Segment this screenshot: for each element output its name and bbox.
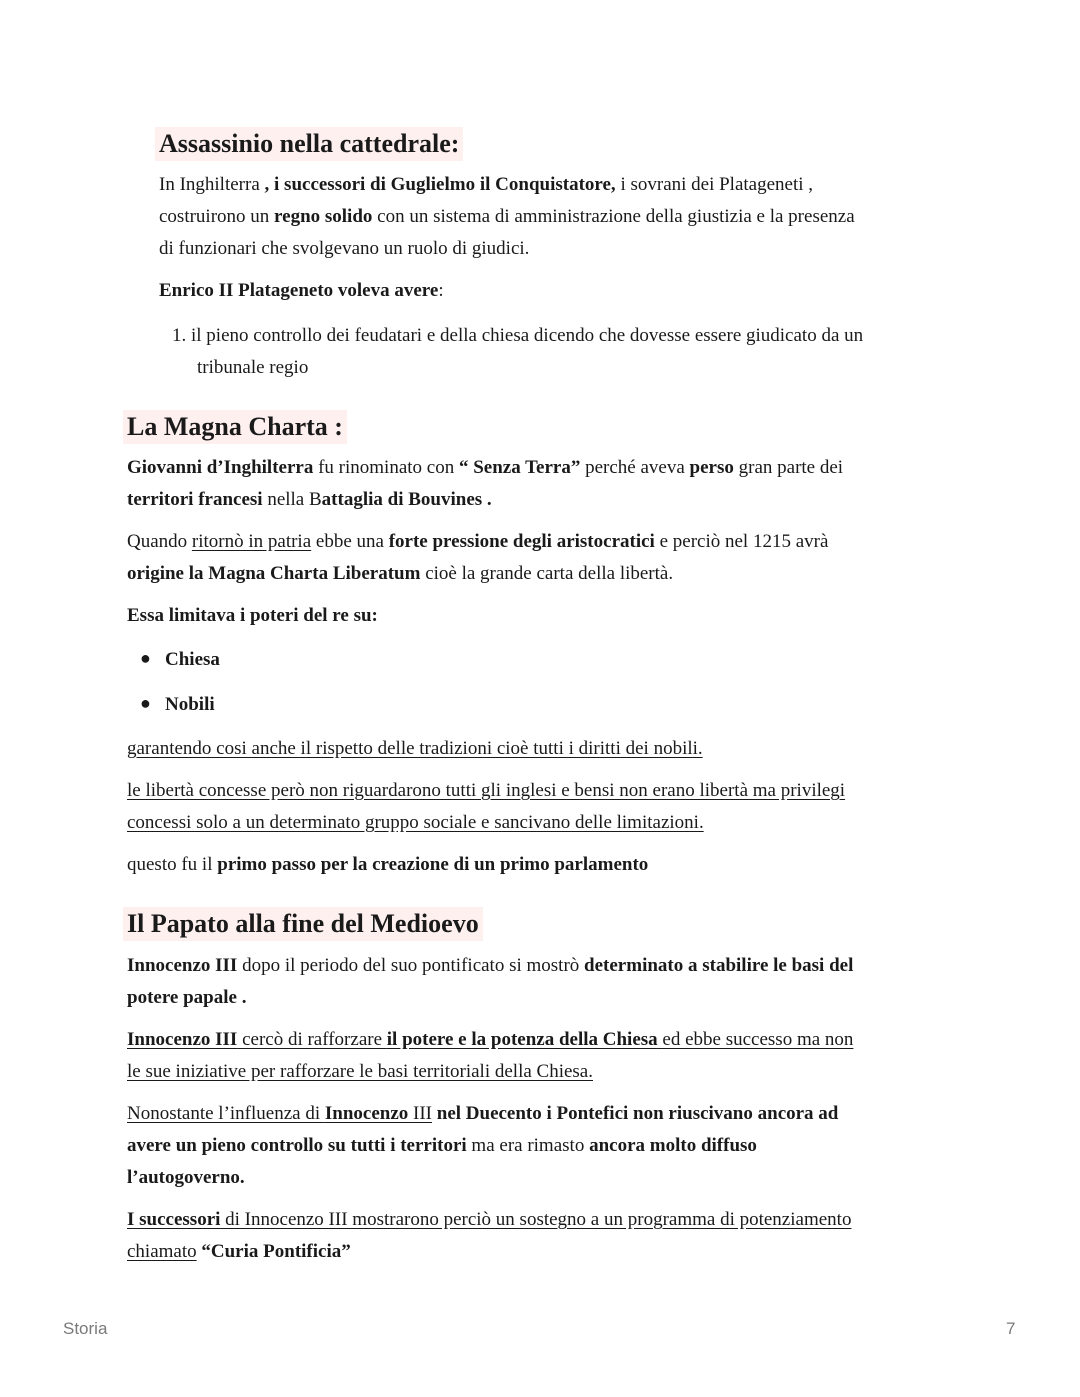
paragraph-ritorno: Quando ritornò in patria ebbe una forte pressione degli aristocratici e perciò nel 1215 avrà origine la Magna Charta Liberatum cioè la grande carta della libertà. (127, 531, 829, 584)
paragraph-inghilterra: In Inghilterra , i successori di Guglielmo il Conquistatore, i sovrani dei Platageneti , costruirono un regno solido con un sistema di amministrazione della giustizia e la presenza di funzionari che svolgevano un ruolo di giudici. (159, 174, 855, 259)
paragraph-limitava: Essa limitava i poteri del re su: (127, 605, 378, 626)
page-number: 7 (1006, 1319, 1016, 1338)
heading-assassinio: Assassinio nella cattedrale: (155, 127, 463, 161)
paragraph-enrico: Enrico II Platageneto voleva avere: (159, 280, 444, 301)
bullet-item-nobili: Nobili (165, 694, 215, 715)
paragraph-garantendo: garantendo cosi anche il rispetto delle tradizioni cioè tutti i diritti dei nobili. (127, 738, 703, 759)
heading-papato: Il Papato alla fine del Medioevo (123, 907, 483, 941)
paragraph-innocenzo-1: Innocenzo III dopo il periodo del suo pontificato si mostrò determinato a stabilire le basi del potere papale . (127, 955, 854, 1008)
paragraph-innocenzo-2: Innocenzo III cercò di rafforzare il potere e la potenza della Chiesa ed ebbe successo ma non le sue iniziative per rafforzare le basi territoriali della Chiesa. (127, 1029, 854, 1082)
paragraph-giovanni: Giovanni d’Inghilterra fu rinominato con “ Senza Terra” perché aveva perso gran parte dei territori francesi nella Battaglia di Bouvines . (127, 457, 844, 510)
bullet-item-chiesa: Chiesa (165, 649, 220, 670)
numbered-list-item: 1. il pieno controllo dei feudatari e della chiesa dicendo che dovesse essere giudicato da un tribunale regio (172, 325, 864, 378)
bullet-dot: ● (140, 693, 151, 713)
footer-subject: Storia (63, 1319, 108, 1338)
heading-magna-charta: La Magna Charta : (123, 410, 347, 444)
bullet-dot: ● (140, 648, 151, 668)
paragraph-parlamento: questo fu il primo passo per la creazione di un primo parlamento (127, 854, 649, 875)
paragraph-successori: I successori di Innocenzo III mostrarono perciò un sostegno a un programma di potenziamento chiamato “Curia Pontificia” (127, 1209, 852, 1262)
paragraph-liberta: le libertà concesse però non riguardarono tutti gli inglesi e bensi non erano libertà ma privilegi concessi solo a un determinato gruppo sociale e sancivano delle limitazioni. (127, 780, 846, 833)
paragraph-nonostante: Nonostante l’influenza di Innocenzo III nel Duecento i Pontefici non riuscivano ancora ad avere un pieno controllo su tutti i territori ma era rimasto ancora molto diffuso l’autogoverno. (127, 1103, 839, 1188)
